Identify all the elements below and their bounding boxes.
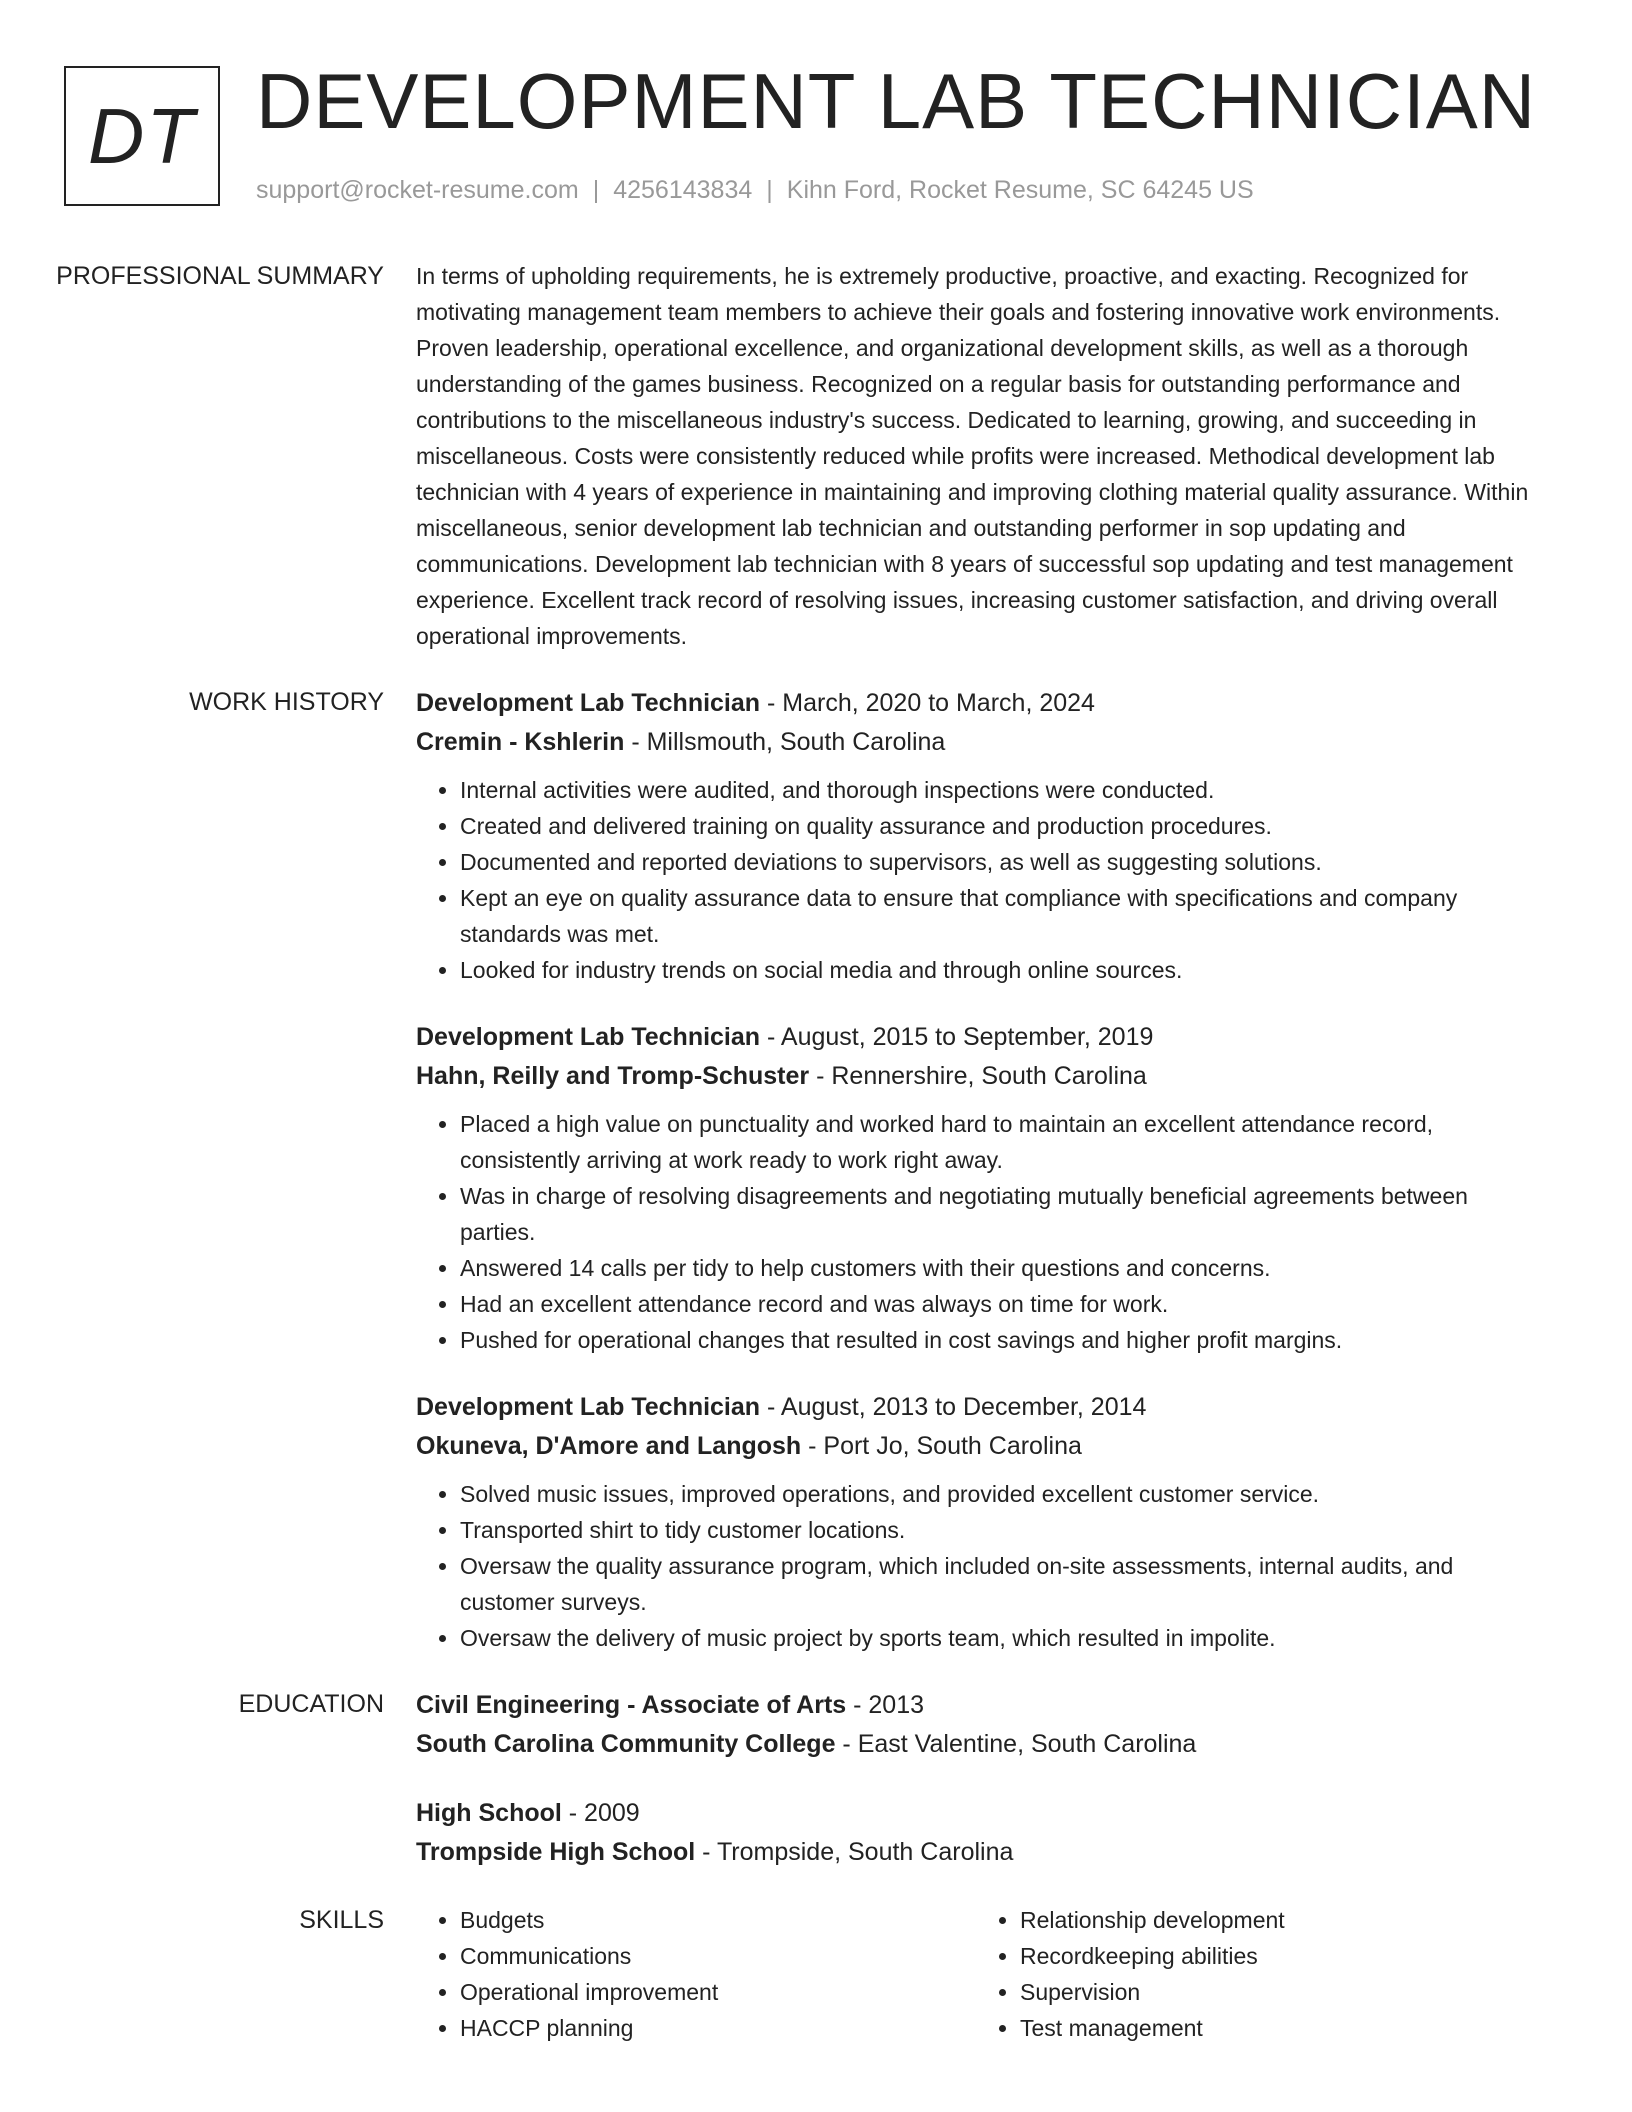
contact-line xyxy=(256,176,1254,205)
education-school: South Carolina Community College xyxy=(416,1730,836,1758)
education-degree-line xyxy=(416,1794,1536,1833)
monogram-initials: DT xyxy=(88,91,196,180)
contact-separator: | xyxy=(592,176,600,204)
skill-item: • Budgets xyxy=(460,1902,976,1938)
job-dates: - August, 2015 to September, 2019 xyxy=(760,1023,1154,1051)
job-bullets xyxy=(416,772,1536,988)
job-title-line xyxy=(416,1388,1536,1427)
job-entry xyxy=(416,1388,1536,1656)
job-dates: - August, 2013 to December, 2014 xyxy=(760,1393,1147,1421)
job-entry xyxy=(416,684,1536,988)
summary-text: In terms of upholding requirements, he is extremely productive, proactive, and exacting. Recognized for motivating management team members to achieve their goals and fostering innovative work environments. Proven leadership, operational excellence, and organizational development skills, as well as a thorough understanding of the games business. Recognized on a regular basis for outstanding performance and contributions to the miscellaneous industry's success. Dedicated to learning, growing, and succeeding in miscellaneous. Costs were consistently reduced while profits were increased. Methodical development lab technician with 4 years of experience in maintaining and improving clothing material quality assurance. Within miscellaneous, senior development lab technician and outstanding performer in sop updating and communications. Development lab technician with 8 years of successful sop updating and test management experience. Excellent track record of resolving issues, increasing customer satisfaction, and driving overall operational improvements. xyxy=(416,263,1529,649)
education-school-line xyxy=(416,1725,1536,1764)
job-bullet: • Solved music issues, improved operations, and provided excellent customer service. xyxy=(460,1476,1536,1512)
job-bullet: • Documented and reported deviations to supervisors, as well as suggesting solutions. xyxy=(460,844,1536,880)
education-entry xyxy=(416,1686,1536,1764)
skills-column-left xyxy=(416,1902,976,2046)
job-company-line xyxy=(416,1427,1536,1466)
education-year: - 2009 xyxy=(561,1799,640,1827)
job-bullet: • Oversaw the delivery of music project by sports team, which resulted in impolite. xyxy=(460,1620,1536,1656)
job-bullet: • Was in charge of resolving disagreements and negotiating mutually beneficial agreements between parties. xyxy=(460,1178,1536,1250)
job-dates: - March, 2020 to March, 2024 xyxy=(760,689,1095,717)
skills-column-right xyxy=(976,1902,1536,2046)
job-title: Development Lab Technician xyxy=(416,1393,761,1421)
education-location: - Trompside, South Carolina xyxy=(695,1838,1014,1866)
summary-label: PROFESSIONAL SUMMARY xyxy=(56,262,384,290)
work-history-label: WORK HISTORY xyxy=(189,688,384,716)
education-section xyxy=(0,1686,1632,1872)
job-bullets xyxy=(416,1476,1536,1656)
education-location: - East Valentine, South Carolina xyxy=(835,1730,1197,1758)
resume-title: DEVELOPMENT LAB TECHNICIAN xyxy=(256,57,1537,145)
job-company-line xyxy=(416,1057,1536,1096)
skills-section xyxy=(0,1902,1632,2046)
education-body xyxy=(416,1686,1536,1872)
skill-item: • Recordkeeping abilities xyxy=(1020,1938,1536,1974)
job-bullet: • Pushed for operational changes that resulted in cost savings and higher profit margins. xyxy=(460,1322,1536,1358)
education-degree-line xyxy=(416,1686,1536,1725)
resume-sections xyxy=(0,258,1632,2076)
skill-item: • Operational improvement xyxy=(460,1974,976,2010)
education-school: Trompside High School xyxy=(416,1838,696,1866)
job-bullets xyxy=(416,1106,1536,1358)
job-company: Okuneva, D'Amore and Langosh xyxy=(416,1432,802,1460)
job-bullet: • Looked for industry trends on social media and through online sources. xyxy=(460,952,1536,988)
skill-item: • Test management xyxy=(1020,2010,1536,2046)
skill-item: • Communications xyxy=(460,1938,976,1974)
skills-label: SKILLS xyxy=(299,1906,384,1934)
contact-email: support@rocket-resume.com xyxy=(256,176,579,204)
job-title: Development Lab Technician xyxy=(416,689,761,717)
job-location: - Rennershire, South Carolina xyxy=(809,1062,1147,1090)
education-entry xyxy=(416,1794,1536,1872)
job-title-line xyxy=(416,684,1536,723)
job-bullet: • Internal activities were audited, and thorough inspections were conducted. xyxy=(460,772,1536,808)
skill-item: • Relationship development xyxy=(1020,1902,1536,1938)
job-company: Hahn, Reilly and Tromp-Schuster xyxy=(416,1062,810,1090)
skill-item: • HACCP planning xyxy=(460,2010,976,2046)
education-school-line xyxy=(416,1833,1536,1872)
contact-phone: 4256143834 xyxy=(613,176,753,204)
job-company: Cremin - Kshlerin xyxy=(416,728,625,756)
job-bullet: • Had an excellent attendance record and was always on time for work. xyxy=(460,1286,1536,1322)
monogram-box xyxy=(64,66,220,206)
education-degree: High School xyxy=(416,1799,562,1827)
job-bullet: • Transported shirt to tidy customer locations. xyxy=(460,1512,1536,1548)
skill-item: • Supervision xyxy=(1020,1974,1536,2010)
work-history-body xyxy=(416,684,1536,1656)
contact-address: Kihn Ford, Rocket Resume, SC 64245 US xyxy=(786,176,1254,204)
summary-section xyxy=(0,258,1632,654)
work-history-section xyxy=(0,684,1632,1656)
job-bullet: • Placed a high value on punctuality and worked hard to maintain an excellent attendance record, consistently arriving at work ready to work right away. xyxy=(460,1106,1536,1178)
job-bullet: • Answered 14 calls per tidy to help customers with their questions and concerns. xyxy=(460,1250,1536,1286)
job-bullet: • Kept an eye on quality assurance data to ensure that compliance with specifications and company standards was met. xyxy=(460,880,1536,952)
job-company-line xyxy=(416,723,1536,762)
education-degree: Civil Engineering - Associate of Arts xyxy=(416,1691,847,1719)
job-location: - Millsmouth, South Carolina xyxy=(624,728,946,756)
job-entry xyxy=(416,1018,1536,1358)
job-title-line xyxy=(416,1018,1536,1057)
skills-body xyxy=(416,1902,1536,2046)
contact-separator: | xyxy=(766,176,773,204)
job-bullet: • Created and delivered training on quality assurance and production procedures. xyxy=(460,808,1536,844)
education-year: - 2013 xyxy=(846,1691,925,1719)
job-location: - Port Jo, South Carolina xyxy=(801,1432,1082,1460)
job-title: Development Lab Technician xyxy=(416,1023,761,1051)
job-bullet: • Oversaw the quality assurance program, which included on-site assessments, internal audits, and customer surveys. xyxy=(460,1548,1536,1620)
education-label: EDUCATION xyxy=(238,1690,384,1718)
summary-body xyxy=(416,258,1536,654)
